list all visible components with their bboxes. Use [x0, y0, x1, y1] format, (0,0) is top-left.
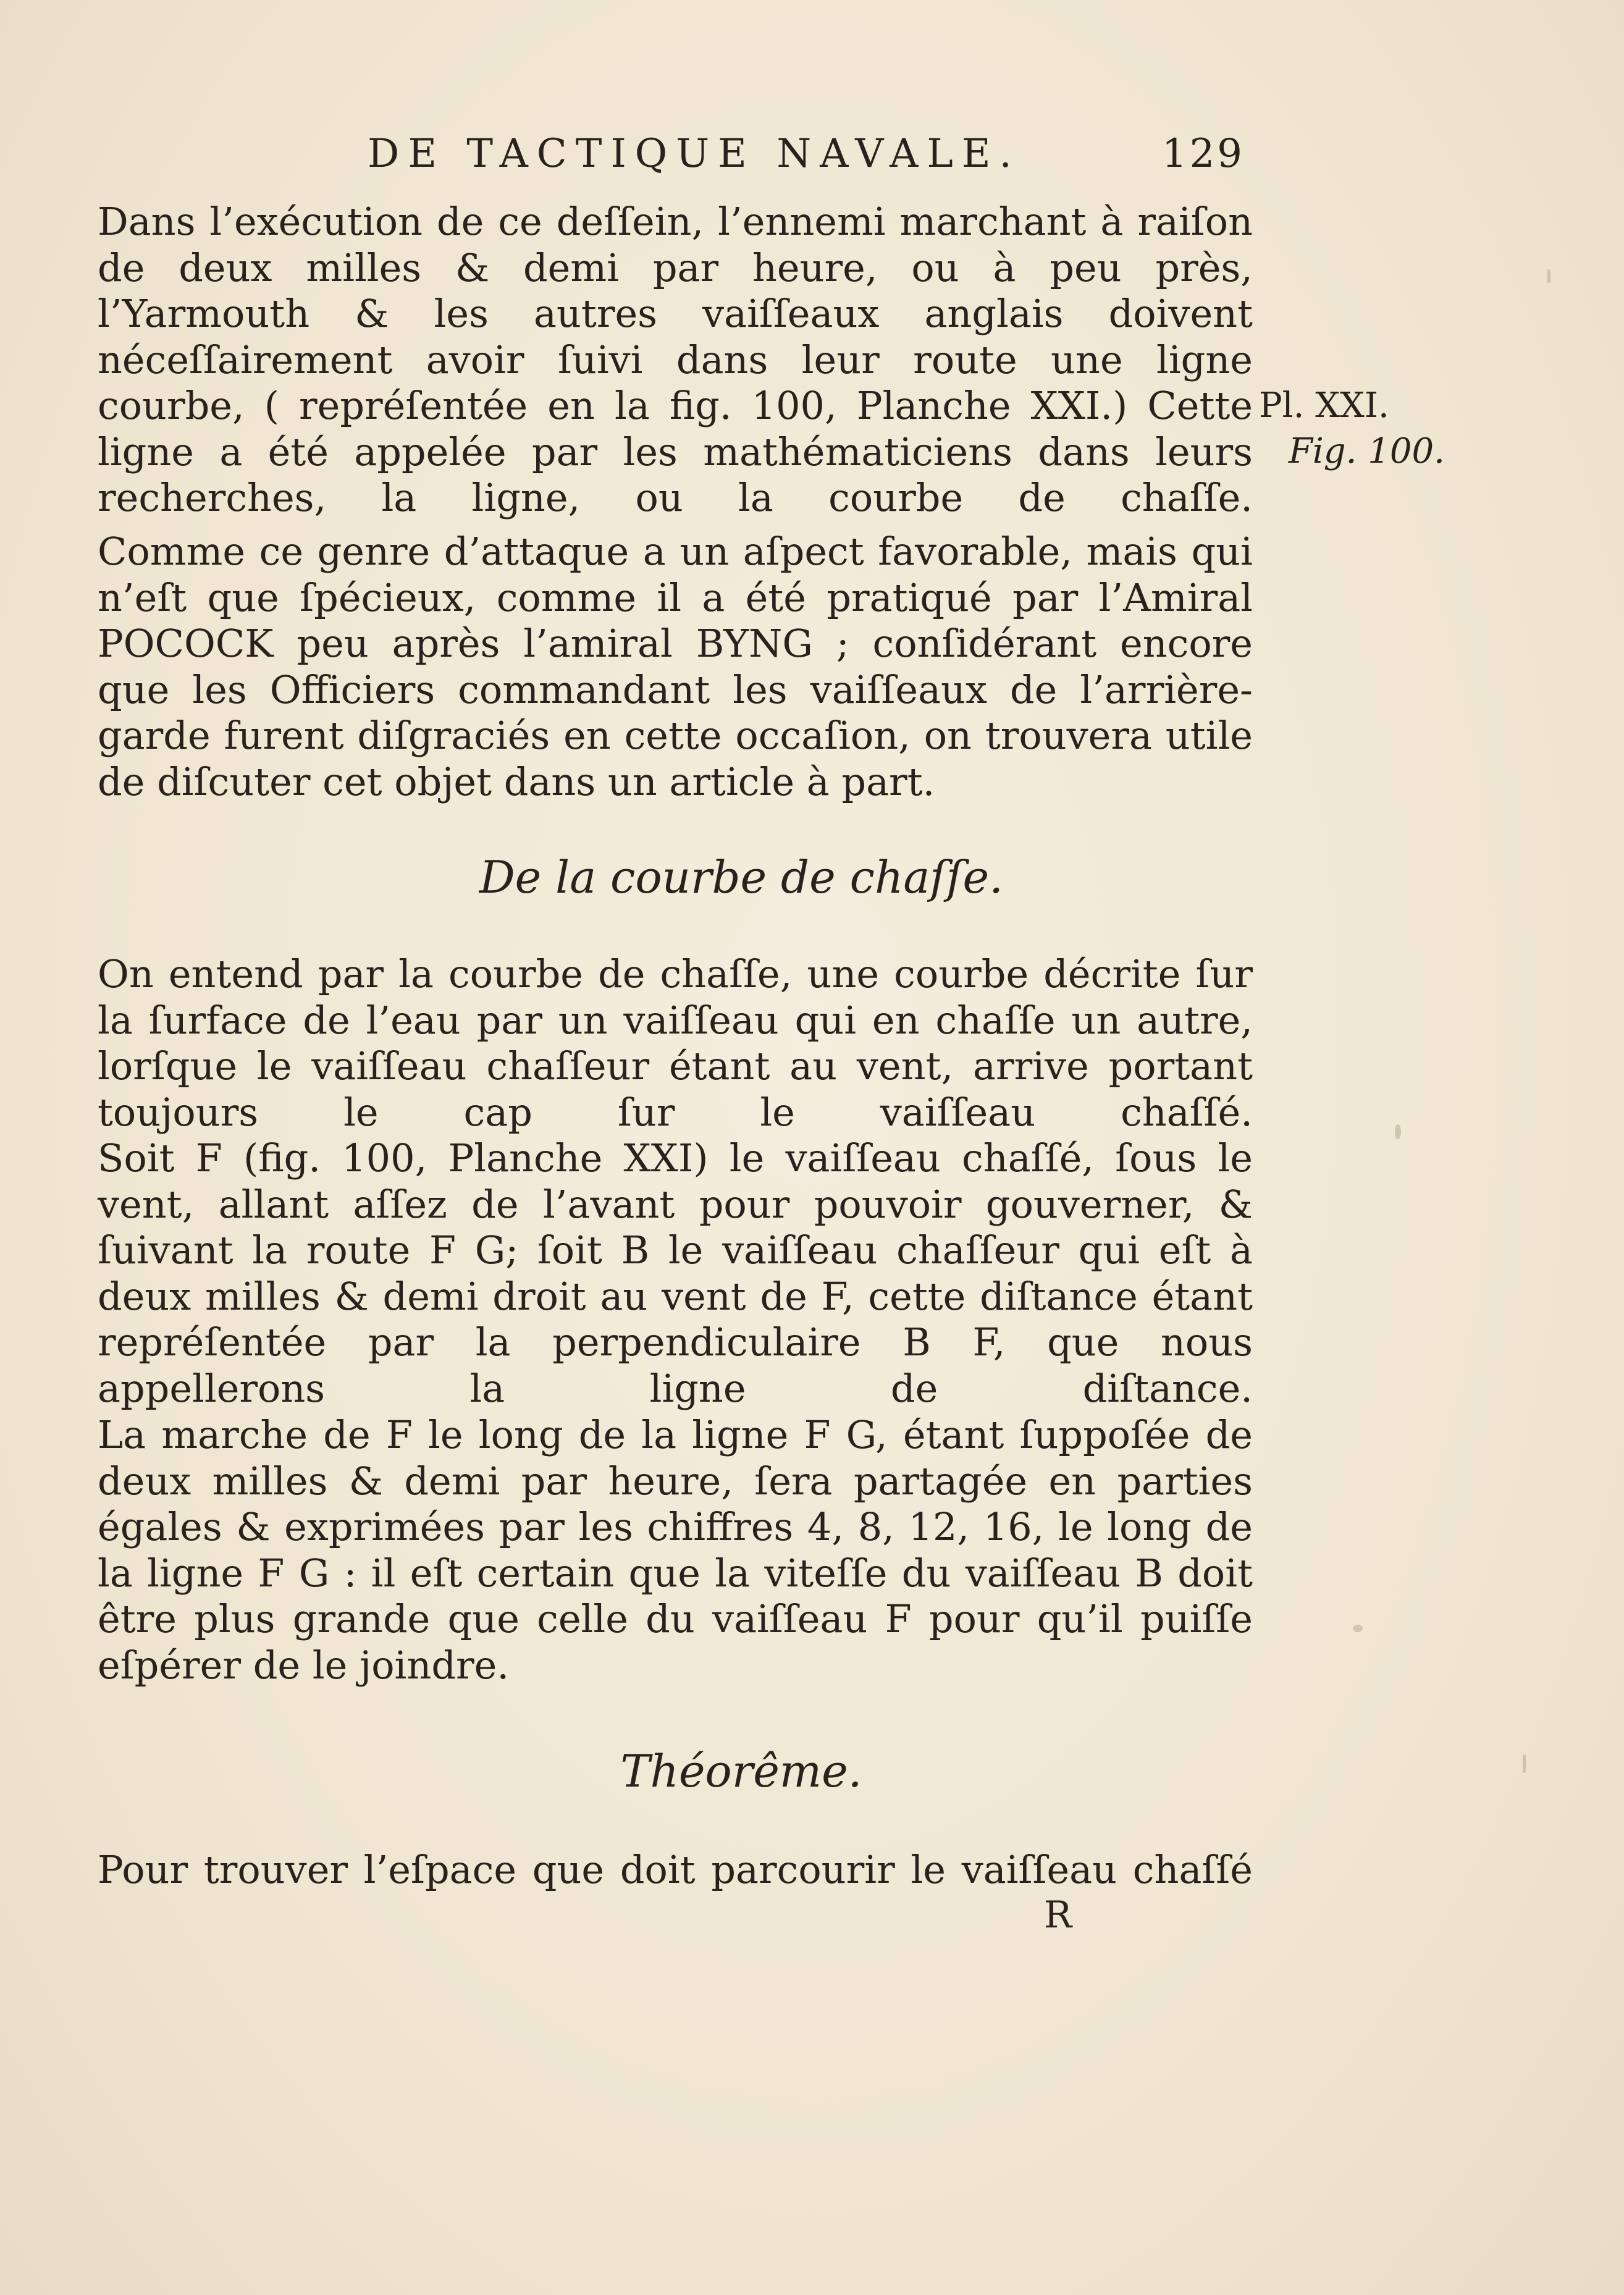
paragraph-1	[98, 199, 1253, 521]
margin-note-plate: Pl. XXI.	[1259, 385, 1389, 426]
paragraph-5	[98, 1412, 1253, 1688]
theorem-heading: Théorême.	[620, 1745, 862, 1797]
paper-speck	[1523, 1754, 1526, 1773]
paragraph-3	[98, 951, 1253, 1135]
paragraph-6	[98, 1847, 1253, 1893]
section-heading: De la courbe de chaſſe.	[479, 851, 1004, 903]
paper-speck	[1353, 1625, 1363, 1632]
paragraph-6-text: Pour trouver l’eſpace que doit parcourir le vaiſſeau chaſſé	[98, 1847, 1253, 1892]
page-number: 129	[1161, 131, 1245, 177]
signature-mark: R	[1044, 1893, 1076, 1937]
paper-speck	[1395, 1124, 1401, 1139]
paragraph-2-text: Comme ce genre d’attaque a un aſpect favorable, mais qui n’eſt que ſpécieux, comme il a été pratiqué par l’Amiral POCOCK peu après l’amiral BYNG ; conſidérant encore que les Officiers commandant les vaiſſeaux de l’arrière-garde furent diſgraciés en cette occaſion, on trouvera utile de diſcuter cet objet dans un article à part.	[98, 529, 1253, 804]
paragraph-3-text: On entend par la courbe de chaſſe, une courbe décrite ſur la ſurface de l’eau par un vaiſſeau qui en chaſſe un autre, lorſque le vaiſſeau chaſſeur étant au vent, arrive portant toujours le cap ſur le vaiſſeau chaſſé.	[98, 951, 1253, 1135]
paragraph-1-text: Dans l’exécution de ce deſſein, l’ennemi marchant à raiſon de deux milles & demi par heure, ou à peu près, l’Yarmouth & les autres vaiſſeaux anglais doivent néceſſairement avoir ſuivi dans leur route une ligne courbe, ( repréſentée en la fig. 100, Planche XXI.) Cette ligne a été appelée par les mathématiciens dans leurs recherches, la ligne, ou la courbe de chaſſe.	[98, 199, 1253, 520]
paper-speck	[1547, 269, 1550, 283]
paragraph-2	[98, 529, 1253, 805]
paragraph-4	[98, 1135, 1253, 1412]
margin-note	[1259, 383, 1531, 474]
paragraph-4-text: Soit F (fig. 100, Planche XXI) le vaiſſeau chaſſé, ſous le vent, allant aſſez de l’avant pour pouvoir gouverner, & ſuivant la route F G; ſoit B le vaiſſeau chaſſeur qui eſt à deux milles & demi droit au vent de F, cette diſtance étant repréſentée par la perpendiculaire B F, que nous appellerons la ligne de diſtance.	[98, 1135, 1253, 1411]
paragraph-5-text: La marche de F le long de la ligne F G, étant ſuppoſée de deux milles & demi par heure, ſera partagée en parties égales & exprimées par les chiffres 4, 8, 12, 16, le long de la ligne F G : il eſt certain que la viteſſe du vaiſſeau B doit être plus grande que celle du vaiſſeau F pour qu’il puiſſe eſpérer de le joindre.	[98, 1412, 1253, 1688]
running-title: DE TACTIQUE NAVALE.	[368, 131, 1020, 177]
running-header	[368, 131, 1245, 187]
margin-note-figure: Fig. 100.	[1289, 431, 1445, 471]
